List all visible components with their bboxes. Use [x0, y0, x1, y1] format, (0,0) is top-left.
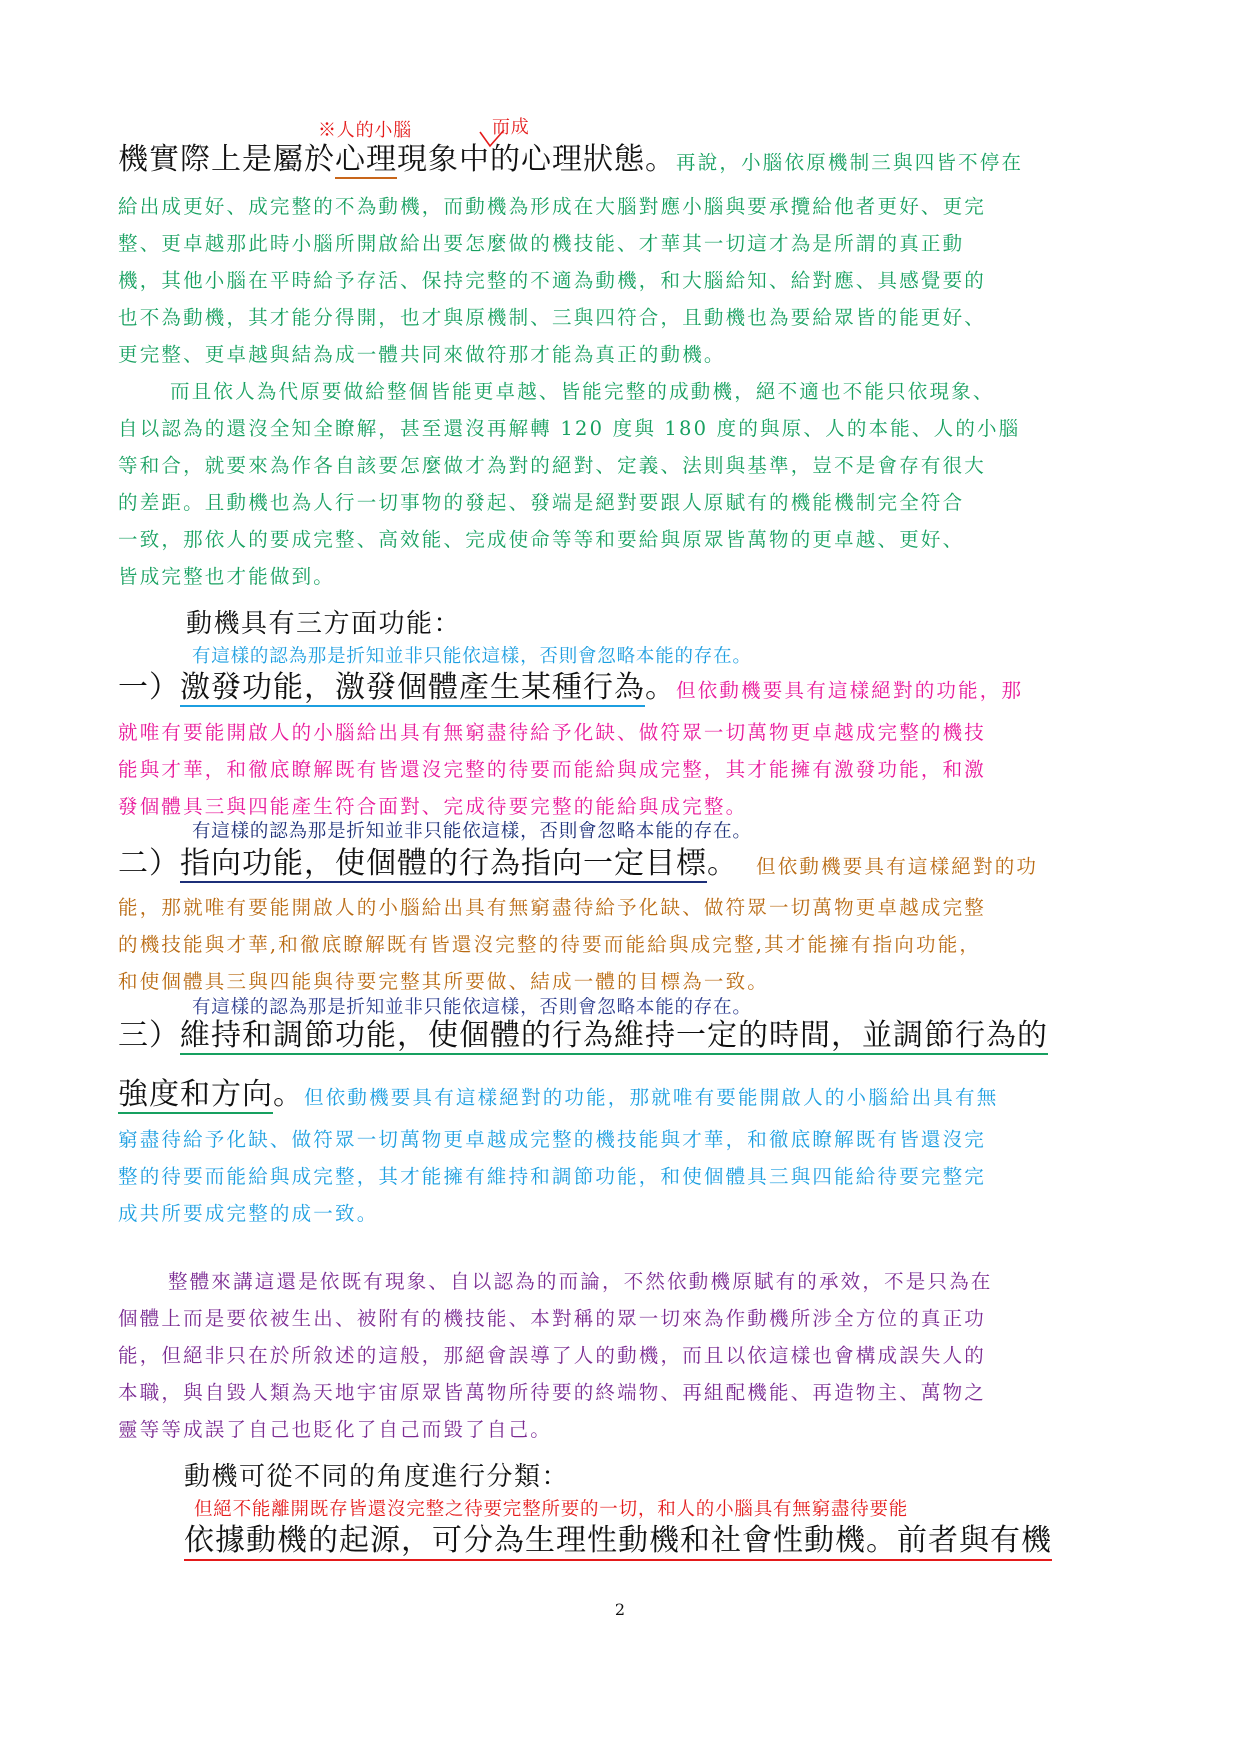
classification-annotation: 但絕不能離開既存皆還沒完整之待要完整所要的一切，和人的小腦具有無窮盡待要能	[194, 1499, 909, 1520]
function-3-body: 整的待要而能給與成完整，其才能擁有維持和調節功能，和使個體具三與四能給待要完整完	[118, 1165, 987, 1188]
p1-line: 整、更卓越那此時小腦所開啟給出要怎麼做的機技能、才華其一切這才為是所謂的真正動	[118, 232, 965, 255]
function-1-rest: 但依動機要具有這樣絕對的功能，那	[676, 679, 1024, 702]
function-1-number: 一）	[118, 670, 180, 705]
p3-line: 靈等等成誤了自己也貶化了自己而毀了自己。	[118, 1418, 553, 1441]
annotation-cerebellum: ※人的小腦	[318, 120, 412, 141]
heading-underlined: 心理	[335, 142, 397, 177]
annotation-er-cheng: 而成	[492, 117, 530, 138]
p2-line: 自以認為的還沒全知全瞭解，甚至還沒再解轉 120 度與 180 度的與原、人的本能、人的小腦	[118, 417, 1021, 440]
function-1-body: 能與才華，和徹底瞭解既有皆還沒完整的待要而能給與成完整，其才能擁有激發功能，和激	[118, 758, 987, 781]
p3-line: 本職，與自毀人類為天地宇宙原眾皆萬物所待要的終端物、再組配機能、再造物主、萬物之	[118, 1381, 987, 1404]
function-3-body: 窮盡待給予化缺、做符眾一切萬物更卓越成完整的機技能與才華，和徹底瞭解既有皆還沒完	[118, 1128, 987, 1151]
classification-line: 依據動機的起源，可分為生理性動機和社會性動機。前者與有機	[184, 1515, 1052, 1561]
first-line	[118, 134, 1023, 178]
function-1-punct: 。	[645, 670, 676, 705]
p3-line: 能，但絕非只在於所敘述的這般，那絕會誤導了人的動機，而且以依這樣也會構成誤失人的	[118, 1344, 987, 1367]
functions-annotation-2: 有這樣的認為那是折知並非只能依這樣，否則會忽略本能的存在。	[192, 821, 752, 842]
heading-end: 。	[645, 142, 676, 177]
function-3-number: 三）	[118, 1018, 180, 1053]
p1-line: 也不為動機，其才能分得開，也才與原機制、三與四符合，且動機也為要給眾皆的能更好、	[118, 306, 987, 329]
function-1-title-line	[118, 662, 1023, 706]
function-3-title-2: 強度和方向	[118, 1077, 273, 1112]
p1-line: 更完整、更卓越與結為成一體共同來做符那才能為真正的動機。	[118, 343, 726, 366]
function-1-body: 就唯有要能開啟人的小腦給出具有無窮盡待給予化缺、做符眾一切萬物更卓越成完整的機技	[118, 721, 987, 744]
p2-line: 的差距。且動機也為人行一切事物的發起、發端是絕對要跟人原賦有的機能機制完全符合	[118, 491, 965, 514]
function-2-number: 二）	[118, 846, 180, 881]
classification-heading: 動機可從不同的角度進行分類：	[184, 1462, 570, 1492]
function-2-body: 的機技能與才華,和徹底瞭解既有皆還沒完整的待要而能給與成完整,其才能擁有指向功能，	[118, 933, 982, 956]
p1-line: 機，其他小腦在平時給予存活、保持完整的不適為動機，和大腦給知、給對應、具感覺要的	[118, 269, 987, 292]
p3-line: 個體上而是要依被生出、被附有的機技能、本對稱的眾一切來為作動機所涉全方位的真正功	[118, 1307, 987, 1330]
function-2-title-line	[118, 838, 1038, 882]
function-3-title-line	[118, 1010, 1048, 1054]
function-2-rest: 但依動機要具有這樣絕對的功	[756, 855, 1039, 878]
function-2-punct: 。	[707, 846, 738, 881]
p2-line: 而且依人為代原要做給整個皆能更卓越、皆能完整的成動機，絕不適也不能只依現象、	[170, 380, 995, 403]
functions-heading: 動機具有三方面功能：	[186, 609, 462, 639]
heading-rest: 再說，小腦依原機制三與四皆不停在	[676, 151, 1024, 174]
p1-line: 給出成更好、成完整的不為動機，而動機為形成在大腦對應小腦與要承攬給他者更好、更完	[118, 195, 987, 218]
p2-line: 皆成完整也才能做到。	[118, 565, 336, 588]
function-3-body: 成共所要成完整的成一致。	[118, 1202, 379, 1225]
p3-line: 整體來講這還是依既有現象、自以認為的而論，不然依動機原賦有的承效，不是只為在	[168, 1270, 993, 1293]
function-3-rest: 但依動機要具有這樣絕對的功能，那就唯有要能開啟人的小腦給出具有無	[304, 1086, 999, 1109]
function-3-title-line-2	[118, 1069, 998, 1113]
function-1-body: 發個體具三與四能產生符合面對、完成待要完整的能給與成完整。	[118, 795, 748, 818]
function-3-title: 維持和調節功能，使個體的行為維持一定的時間，並調節行為的	[180, 1018, 1048, 1053]
heading-pre: 機實際上是屬於	[118, 142, 335, 177]
function-2-body: 和使個體具三與四能與待要完整其所要做、結成一體的目標為一致。	[118, 970, 770, 993]
heading-mid: 現象中的心理狀態	[397, 142, 645, 177]
function-3-punct: 。	[273, 1077, 304, 1112]
p2-line: 等和合，就要來為作各自該要怎麼做才為對的絕對、定義、法則與基準，豈不是會存有很大	[118, 454, 987, 477]
page-number: 2	[614, 1600, 626, 1619]
function-2-body: 能，那就唯有要能開啟人的小腦給出具有無窮盡待給予化缺、做符眾一切萬物更卓越成完整	[118, 896, 987, 919]
functions-annotation-3: 有這樣的認為那是折知並非只能依這樣，否則會忽略本能的存在。	[192, 997, 752, 1018]
function-2-title: 指向功能，使個體的行為指向一定目標	[180, 846, 707, 881]
functions-annotation-1: 有這樣的認為那是折知並非只能依這樣，否則會忽略本能的存在。	[192, 646, 752, 667]
function-1-title: 激發功能，激發個體產生某種行為	[180, 670, 645, 705]
p2-line: 一致，那依人的要成完整、高效能、完成使命等等和要給與原眾皆萬物的更卓越、更好、	[118, 528, 965, 551]
